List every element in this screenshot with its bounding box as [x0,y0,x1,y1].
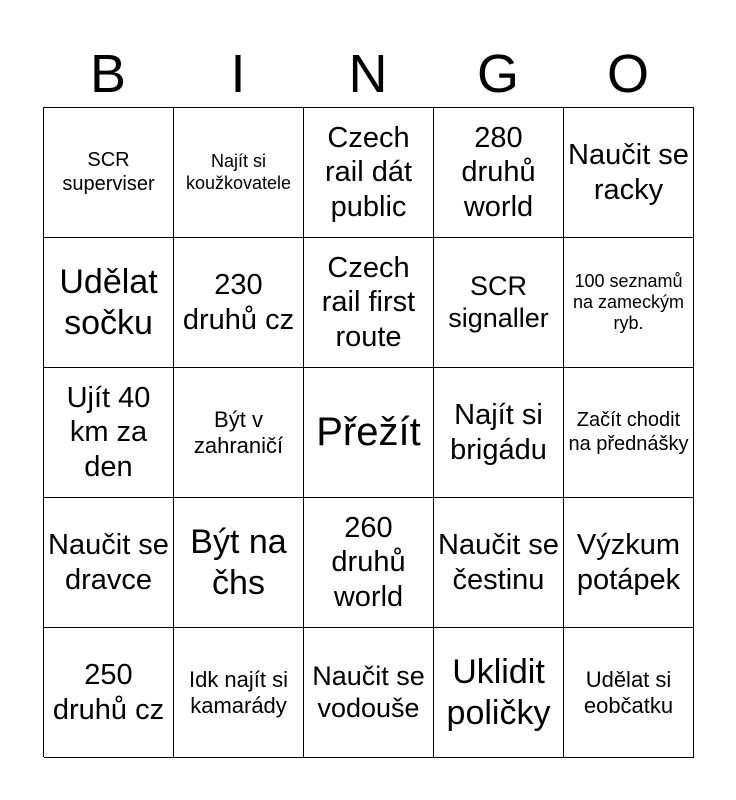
bingo-cell-r2-c3[interactable]: Czech rail first route [304,238,434,368]
bingo-grid [43,107,694,757]
bingo-cell-r1-c5[interactable]: Naučit se racky [564,108,694,238]
bingo-cell-r4-c4[interactable]: Naučit se čestinu [434,498,564,628]
bingo-cell-r5-c5[interactable]: Udělat si eobčatku [564,628,694,758]
bingo-cell-r4-c5[interactable]: Výzkum potápek [564,498,694,628]
bingo-cell-r4-c2[interactable]: Být na čhs [174,498,304,628]
bingo-cell-r1-c4[interactable]: 280 druhů world [434,108,564,238]
bingo-cell-r1-c2[interactable]: Najít si koužkovatele [174,108,304,238]
bingo-cell-r3-c3[interactable]: Přežít [304,368,434,498]
bingo-cell-r2-c4[interactable]: SCR signaller [434,238,564,368]
bingo-cell-r5-c4[interactable]: Uklidit poličky [434,628,564,758]
header-letter-o: O [606,44,649,104]
bingo-cell-r5-c3[interactable]: Naučit se vodouše [304,628,434,758]
bingo-cell-r3-c4[interactable]: Najít si brigádu [434,368,564,498]
bingo-cell-r3-c2[interactable]: Být v zahraničí [174,368,304,498]
bingo-cell-r1-c1[interactable]: SCR superviser [44,108,174,238]
bingo-cell-r2-c2[interactable]: 230 druhů cz [174,238,304,368]
bingo-header [43,40,693,108]
bingo-cell-r4-c3[interactable]: 260 druhů world [304,498,434,628]
bingo-cell-r5-c2[interactable]: Idk najít si kamarády [174,628,304,758]
header-letter-i: I [230,44,246,104]
bingo-cell-r4-c1[interactable]: Naučit se dravce [44,498,174,628]
bingo-cell-r3-c5[interactable]: Začít chodit na přednášky [564,368,694,498]
bingo-cell-r3-c1[interactable]: Ujít 40 km za den [44,368,174,498]
bingo-cell-r2-c1[interactable]: Udělat sočku [44,238,174,368]
header-letter-n: N [348,44,388,104]
bingo-cell-r5-c1[interactable]: 250 druhů cz [44,628,174,758]
header-letter-g: G [476,44,519,104]
header-letter-b: B [89,44,127,104]
bingo-cell-r1-c3[interactable]: Czech rail dát public [304,108,434,238]
bingo-cell-r2-c5[interactable]: 100 seznamů na zameckým ryb. [564,238,694,368]
